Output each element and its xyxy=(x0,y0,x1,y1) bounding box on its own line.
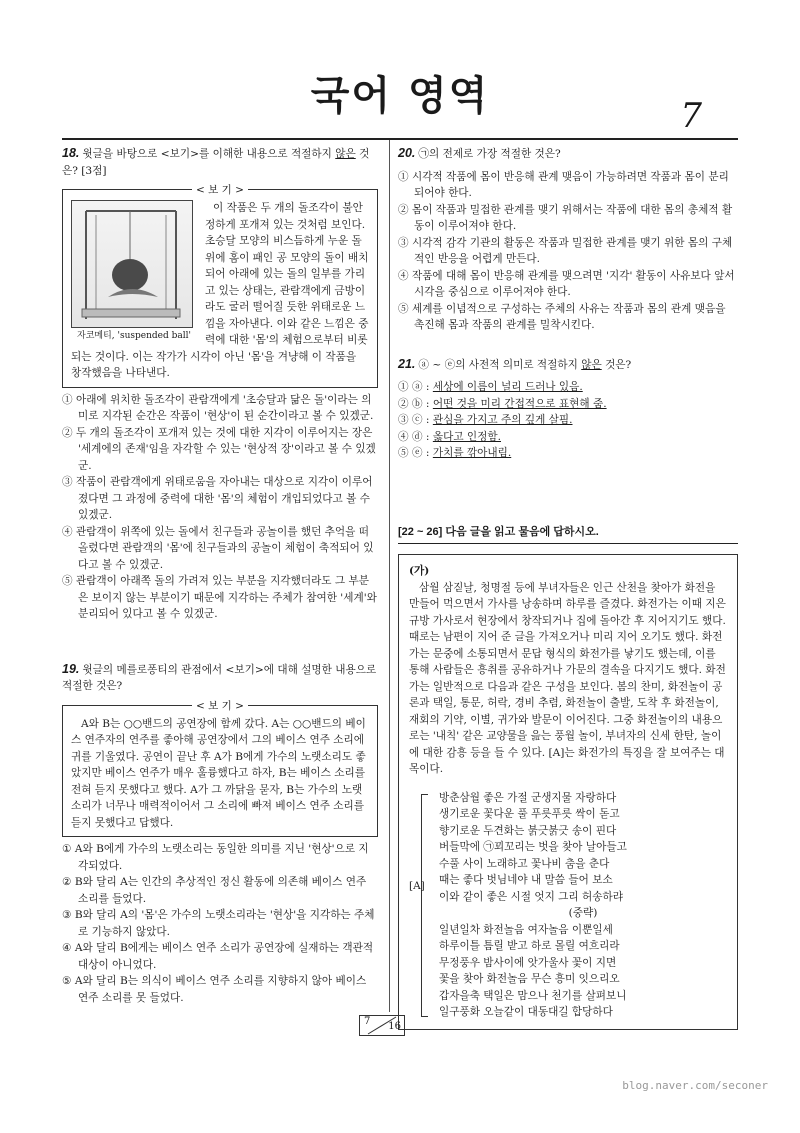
q19-stem: 19. 윗글의 메를로퐁티의 관점에서 <보기>에 대해 설명한 내용으로 적절한 것은? xyxy=(62,661,377,692)
artwork-photo xyxy=(71,200,197,342)
q19-bogi-text: A와 B는 ○○밴드의 공연장에 함께 갔다. A는 ○○밴드의 베이스 연주자의 연주를 좋아해 공연장에서 그의 베이스 연주 소리에 귀를 기울였다. 공연이 끝난 후 A가 B에게 가수의 노랫소리도 좋았지만 베이스 연주가 매우 훌륭했다고 하자, B는 베이스 소리를 전혀 듣지 못했다고 했다. A가 그 까닭을 묻자, B는 가수의 노랫소리가 너무나 매력적이어서 그 소리에 빠져 베이스 연주 소리를 듣지 못했다고 답했다. xyxy=(71,717,366,829)
question-21 xyxy=(398,356,738,462)
q19-options xyxy=(62,841,378,1006)
poem-a xyxy=(409,790,727,1021)
q21-option-5[interactable]: ⑤ ⓔ : 가치를 깎아내림. xyxy=(398,447,512,459)
poem-line: 이와 같이 좋은 시절 엇지 그리 허송하랴 xyxy=(439,890,623,903)
page-indicator xyxy=(359,1015,405,1036)
q19-option-1[interactable]: ① A와 B에게 가수의 노랫소리는 동일한 의미를 지닌 '현상'으로 지각되었다. xyxy=(62,843,369,872)
q20-option-5[interactable]: ⑤ 세계를 이념적으로 구성하는 주체의 사유는 작품과 몸의 관계 맺음을 촉진해 몸과 작품의 관계를 밀착시킨다. xyxy=(398,302,726,331)
passage-part-label: (가) xyxy=(409,565,430,577)
poem-bracket xyxy=(421,794,428,1017)
poem-line: 버들막에 ㉠꾀꼬리는 벗을 찾아 날아들고 xyxy=(439,841,627,853)
passage-instruction: [22 ~ 26] 다음 글을 읽고 물음에 답하시오. xyxy=(398,524,738,545)
question-20 xyxy=(398,145,738,334)
suspended-ball-sculpture-icon xyxy=(72,201,192,327)
poem-line: 일구풍화 오늘같이 대동대길 합당하다 xyxy=(439,1006,613,1018)
poem-line: 생기로운 꽃다운 풀 푸릇푸릇 싹이 돋고 xyxy=(439,808,620,820)
watermark: blog.naver.com/seconer xyxy=(622,1079,768,1092)
q18-bogi-text: 이 작품은 두 개의 돌조각이 불안정하게 포개져 있는 것처럼 보인다. 초승달 모양의 비스듬하게 누운 돌 위에 홈이 패인 공 모양의 돌이 배치되어 아래에 있는 돌의 일부를 가리고 있는 상태는, 관람객에게 금방이라도 굴러 떨어질 듯한 위태로운 느낌을 자아낸다. 이와 같은 느낌은 중력에 대한 '몸'의 체험으로부터 비롯되는 것이다. 이는 작가가 시각이 아닌 '몸'을 겨냥해 이 작품을 창작했음을 나타낸다. xyxy=(71,202,369,379)
poem-line: 무정풍우 밤사이에 앗가울사 꽃이 지면 xyxy=(439,956,617,969)
poem-line: 수풀 사이 노래하고 꽃나비 춤을 춘다 xyxy=(439,857,610,870)
q20-option-4[interactable]: ④ 작품에 대해 몸이 반응해 관계를 맺으려면 '지각' 활동이 사유보다 앞서 시각을 중심으로 이루어져야 한다. xyxy=(398,269,735,298)
q18-option-5[interactable]: ⑤ 관람객이 아래쪽 돌의 가려져 있는 부분을 지각했더라도 그 부분은 보이지 않는 부분이기 때문에 지각하는 주체가 참여한 '세계'와 분리되어 있다고 볼 수 있겠군. xyxy=(62,575,377,620)
q21-options xyxy=(398,379,738,462)
q18-bogi-box xyxy=(62,184,378,388)
artwork-image xyxy=(71,200,193,328)
q19-option-4[interactable]: ④ A와 달리 B에게는 베이스 연주 소리가 공연장에 실재하는 객관적 대상이 아니었다. xyxy=(62,942,374,971)
poem-line: 갑자을축 택일은 맘으나 천기를 살펴보니 xyxy=(439,989,627,1002)
q20-option-2[interactable]: ② 몸이 작품과 밀접한 관계를 맺기 위해서는 작품에 대한 몸의 총체적 활동이 이루어져야 한다. xyxy=(398,203,733,232)
q21-option-1[interactable]: ① ⓐ : 세상에 이름이 널리 드러나 있음. xyxy=(398,381,583,393)
poem-line: 꽃을 찾아 화전놀음 무슨 흥미 잇으리오 xyxy=(439,973,620,985)
poem-a-label: [A] xyxy=(409,879,425,892)
column-divider xyxy=(389,140,390,1012)
q19-bogi-label: < 보 기 > xyxy=(192,700,248,712)
q19-number: 19. xyxy=(62,661,80,676)
question-22-26 xyxy=(398,524,738,1030)
page-number: 7 xyxy=(680,96,702,136)
page-current: 7 xyxy=(364,1016,371,1027)
page-total: 16 xyxy=(388,1021,401,1032)
q18-option-3[interactable]: ③ 작품이 관람객에게 위태로움을 자아내는 대상으로 지각이 이루어졌다면 그 과정에 중력에 대한 '몸'의 체험이 개입되었다고 볼 수 있겠군. xyxy=(62,476,373,521)
q19-option-2[interactable]: ② B와 달리 A는 인간의 추상적인 정신 활동에 의존해 베이스 연주 소리를 들었다. xyxy=(62,876,367,905)
passage-ga xyxy=(398,554,738,1030)
right-column xyxy=(398,145,738,1030)
q20-option-1[interactable]: ① 시각적 작품에 몸이 반응해 관계 맺음이 가능하려면 작품과 몸이 분리되어야 한다. xyxy=(398,170,729,199)
q21-stem: 21. ⓐ ~ ⓔ의 사전적 의미로 적절하지 않은 것은? xyxy=(398,356,632,371)
q21-option-2[interactable]: ② ⓑ : 어떤 것을 미리 간접적으로 표현해 줌. xyxy=(398,397,607,410)
q19-option-5[interactable]: ⑤ A와 달리 B는 의식이 베이스 연주 소리를 지향하지 않아 베이스 연주 소리를 못 들었다. xyxy=(62,975,367,1004)
question-19 xyxy=(62,661,378,1007)
q21-number: 21. xyxy=(398,356,416,371)
page-title: 국어 영역 xyxy=(310,73,490,119)
poem-line: 향기로운 두견화는 붉긋붉긋 송이 핀다 xyxy=(439,824,617,837)
q18-number: 18. xyxy=(62,146,80,160)
passage-text: 삼월 삼짇날, 청명절 등에 부녀자들은 인근 산천을 찾아가 화전을 만들어 먹으면서 가사를 낭송하며 하루를 즐겼다. 화전가는 이때 지은 규방 가사로서 현장에서 창작되거나 집에 돌아간 후 지어지기도 했다. 때로는 남편이 지어 준 글을 가져오거나 미리 지어 오기도 했다. 화전가는 문중에 소통되면서 문답 형식의 화전가를 낳기도 했는데, 이를 통해 사람들은 흥취를 공유하거나 가문의 결속을 다지기도 했다. 화전가는 일반적으로 다음과 같은 구성을 보인다. 봄의 찬미, 화전놀이 공론과 택일, 통문, 허락, 경비 추렴, 화전놀이 출발, 도착 후 화전놀이, 재회의 기약, 이별, 귀가와 발문이 이어진다. 그중 화전놀이의 내용으로는 '내칙' 같은 교양물을 읊는 풍월 놀이, 부녀자의 신세 한탄, 놀이에 대한 감흥 등을 들 수 있다. [A]는 화전가의 특징을 잘 보여주는 대목이다. xyxy=(409,581,726,775)
q20-stem: 20. ㉠의 전제로 가장 적절한 것은? xyxy=(398,146,561,160)
q20-option-3[interactable]: ③ 시각적 감각 기관의 활동은 작품과 밀접한 관계를 맺기 위한 몸의 구체적인 반응을 어렵게 만든다. xyxy=(398,236,733,265)
artwork-caption: 자코메티, 'suspended ball' xyxy=(77,331,191,341)
q21-option-3[interactable]: ③ ⓒ : 관심을 가지고 주의 깊게 살핌. xyxy=(398,414,573,426)
q20-number: 20. xyxy=(398,146,416,160)
header-divider xyxy=(62,138,738,140)
q21-option-4[interactable]: ④ ⓓ : 옳다고 인정함. xyxy=(398,430,501,443)
poem-line: 하루이틀 틈릴 받고 하로 몰릴 여흐리라 xyxy=(439,940,620,952)
q19-option-3[interactable]: ③ B와 달리 A의 '몸'은 가수의 노랫소리라는 '현상'을 지각하는 주체로 기능하지 않았다. xyxy=(62,909,375,938)
q18-options xyxy=(62,392,378,623)
q18-bogi-label: < 보 기 > xyxy=(192,184,248,196)
q18-option-2[interactable]: ② 두 개의 돌조각이 포개져 있는 것에 대한 지각이 이루어지는 장은 '세계에의 존재'임을 자각할 수 있는 '현상적 장'이라고 볼 수 있겠군. xyxy=(62,426,376,472)
q19-bogi-box xyxy=(62,699,378,838)
q18-option-1[interactable]: ① 아래에 위치한 돌조각이 관람객에게 '초승달과 닮은 돌'이라는 의미로 지각된 순간은 작품이 '현상'이 된 순간이라고 볼 수 있겠군. xyxy=(62,393,374,422)
poem-omission: (중략) xyxy=(568,907,598,919)
q18-option-4[interactable]: ④ 관람객이 위쪽에 있는 돌에서 친구들과 공놀이를 했던 추억을 떠올렸다면 관람객의 '몸'에 친구들과의 공놀이 체험이 축적되어 있다고 볼 수 있겠군. xyxy=(62,525,374,571)
poem-line: 때는 좋다 벗님네야 내 말씀 들어 보소 xyxy=(439,874,613,886)
poem-line: 일년일차 화전놀음 여자놀음 이뿐일세 xyxy=(439,923,613,936)
poem-line: 방춘삼월 좋은 가절 군생지물 자랑하다 xyxy=(439,791,617,804)
left-column xyxy=(62,145,378,1006)
question-18 xyxy=(62,145,378,623)
q18-stem: 18. 윗글을 바탕으로 <보기>를 이해한 내용으로 적절하지 않은 것은? [3점] xyxy=(62,146,370,177)
q20-options xyxy=(398,169,738,334)
